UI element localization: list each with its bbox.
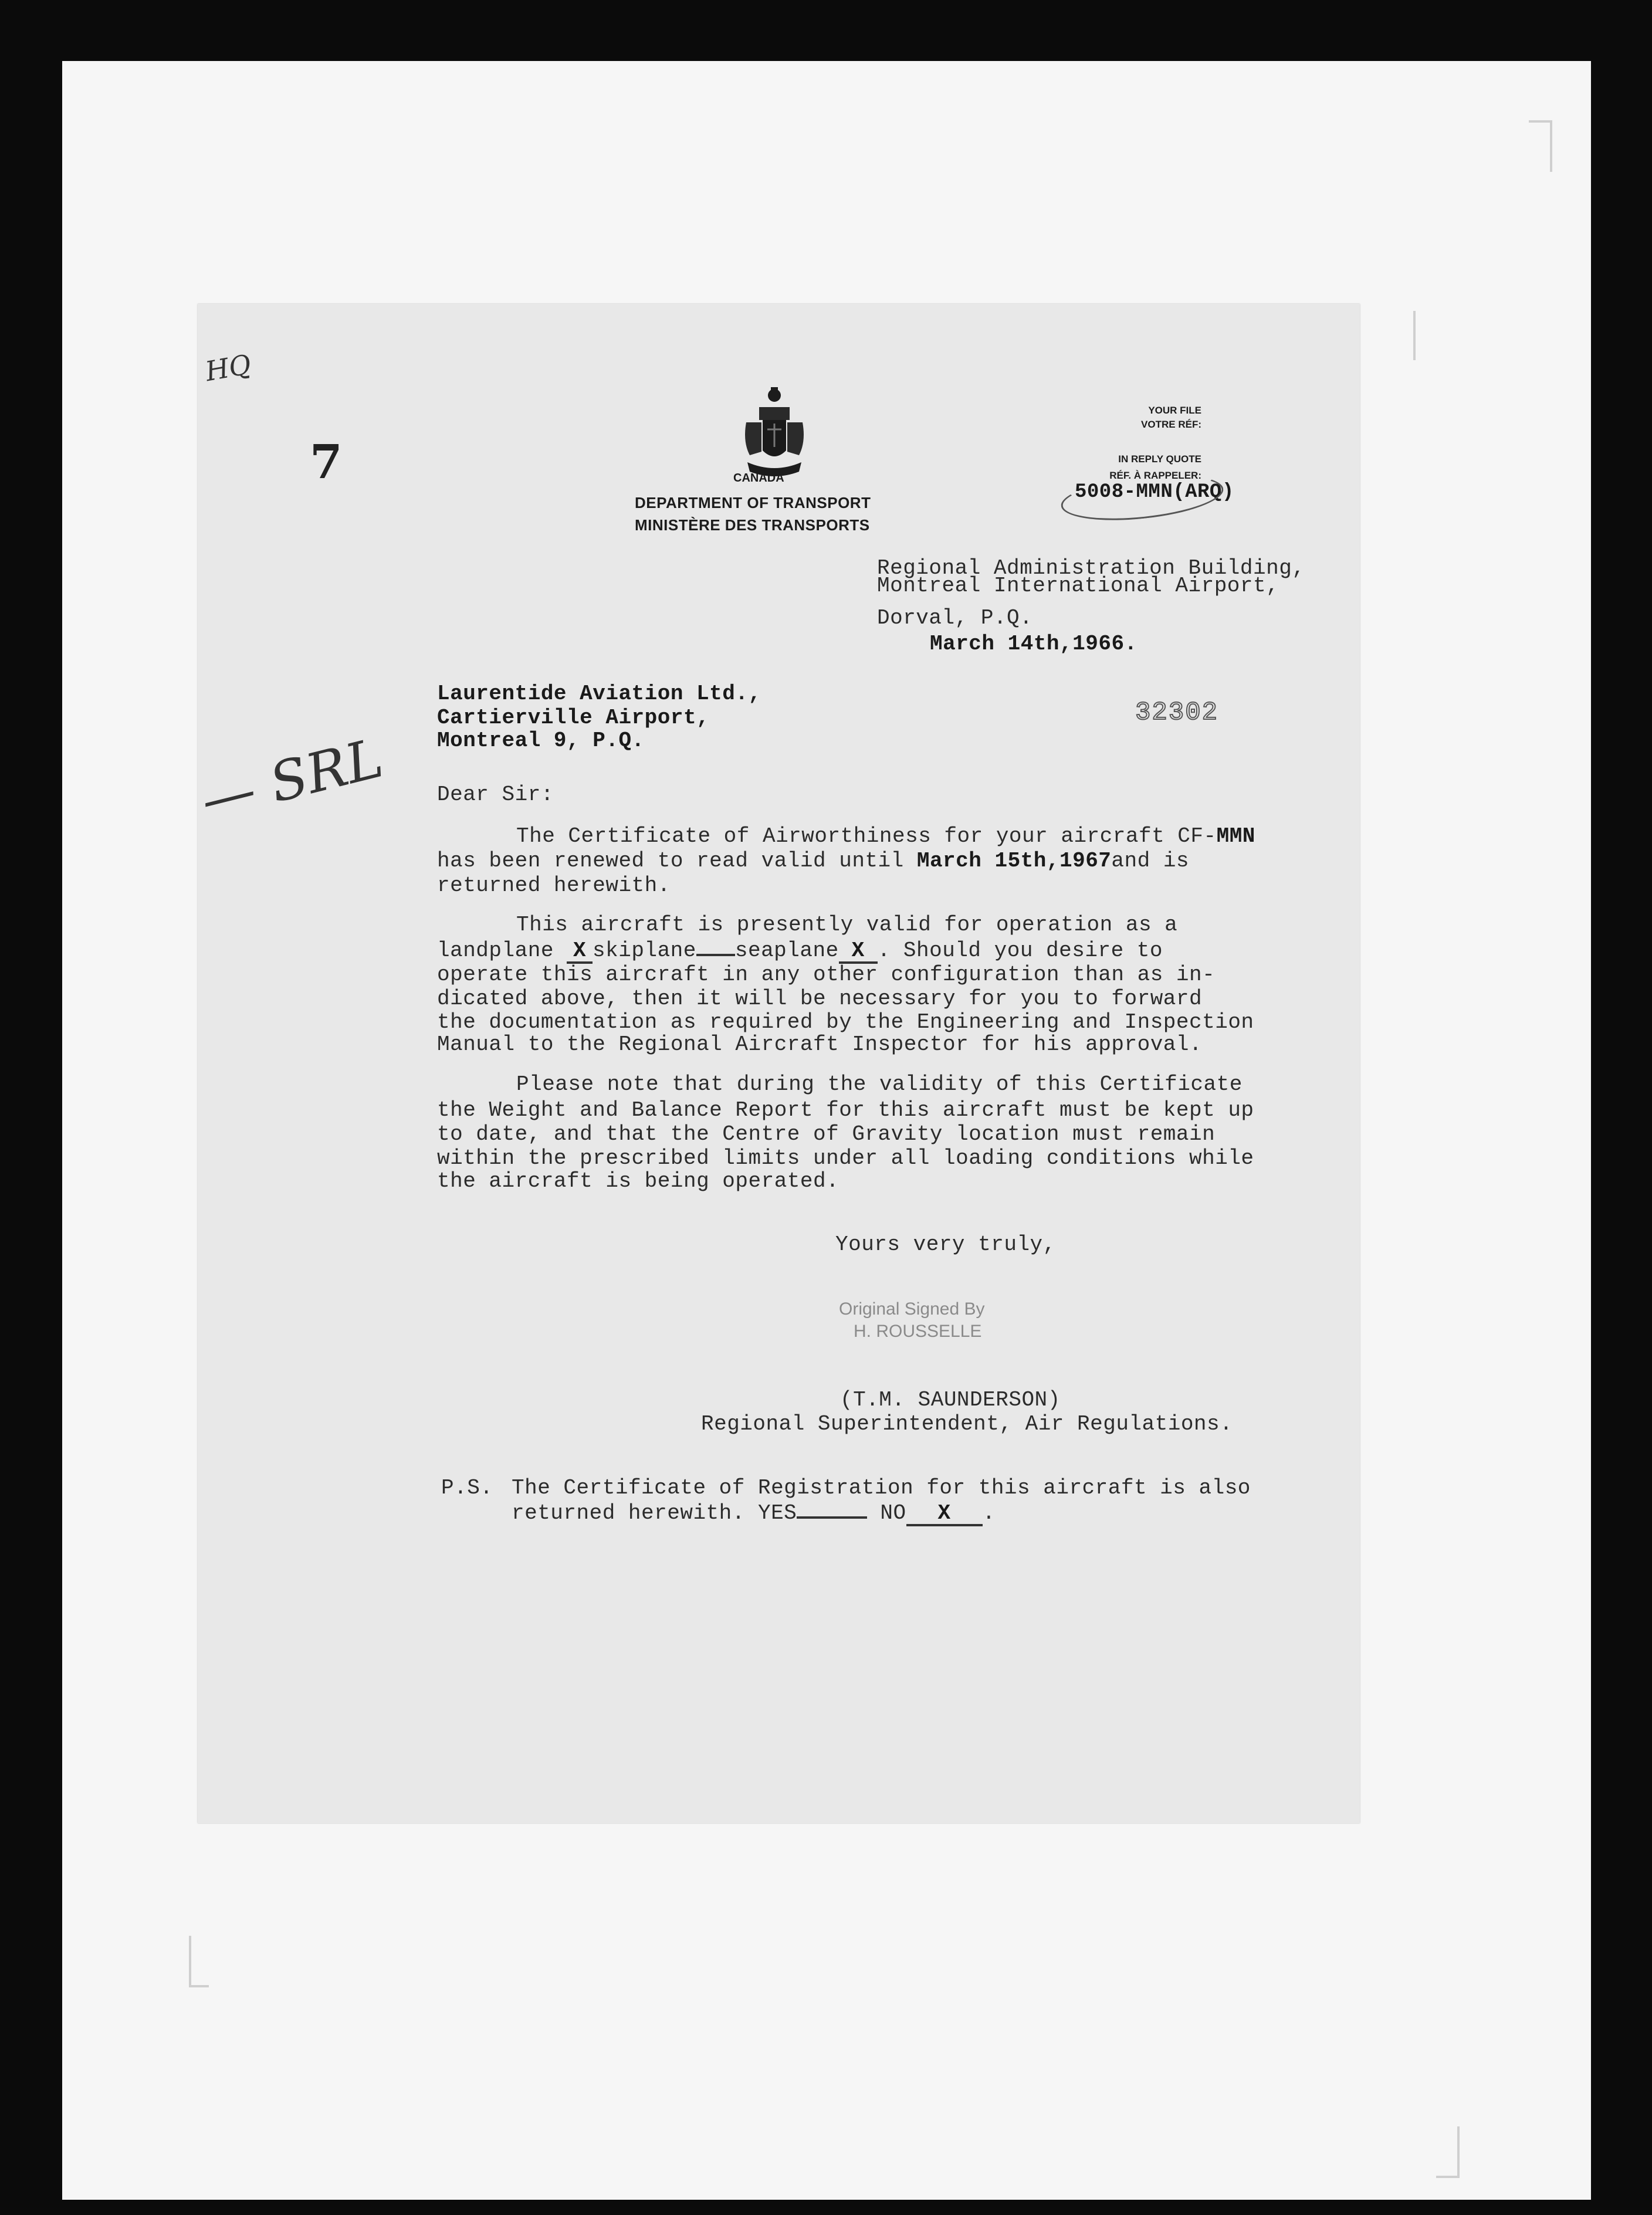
- paragraph2-line2: [437, 939, 1163, 964]
- sender-address-line1: Regional Administration Building,: [877, 556, 1305, 580]
- sender-address-line2: Montreal International Airport,: [877, 574, 1279, 598]
- skiplane-label: skiplane: [593, 939, 696, 963]
- paragraph2-line5: the documentation as required by the Engineering and Inspection: [437, 1010, 1254, 1034]
- text: has been renewed to read valid until: [437, 849, 917, 873]
- handwritten-margin-note: — SRL: [194, 726, 389, 832]
- sender-address-line3: Dorval, P.Q.: [877, 606, 1033, 630]
- crop-mark: [1436, 2126, 1460, 2178]
- paragraph2-line3: operate this aircraft in any other configuration than as in-: [437, 963, 1216, 987]
- text: The Certificate of Airworthiness for your aircraft CF-: [516, 824, 1217, 848]
- letter-date: March 14th,1966.: [930, 632, 1138, 656]
- postscript-end: .: [982, 1501, 996, 1525]
- paragraph3-line1: Please note that during the validity of this Certificate: [516, 1072, 1243, 1096]
- postscript-line2: [512, 1501, 996, 1526]
- valid-until-date: March 15th,1967: [916, 849, 1112, 873]
- text: . Should you desire to: [877, 939, 1163, 963]
- recipient-line3: Montreal 9, P.Q.: [437, 729, 645, 753]
- aircraft-registration: MMN: [1216, 824, 1255, 848]
- file-number-stamp: 32302: [1135, 698, 1219, 727]
- salutation: Dear Sir:: [437, 783, 554, 807]
- paragraph1-line3: returned herewith.: [437, 873, 671, 897]
- signatory-title: Regional Superintendent, Air Regulations.: [701, 1412, 1233, 1436]
- paragraph3-line4: within the prescribed limits under all loading conditions while: [437, 1146, 1254, 1170]
- landplane-checkbox[interactable]: X: [567, 940, 593, 964]
- signatory-name: (T.M. SAUNDERSON): [840, 1388, 1061, 1412]
- postscript-label: P.S.: [441, 1476, 493, 1500]
- closing: Yours very truly,: [835, 1232, 1056, 1256]
- crop-mark: [189, 1936, 209, 1987]
- yes-label: YES: [757, 1501, 797, 1525]
- handwritten-note-top: HQ: [202, 348, 253, 388]
- paragraph1-line1: [516, 824, 1255, 848]
- paragraph2-line4: dicated above, then it will be necessary for you to forward: [437, 987, 1203, 1011]
- handwritten-mark: 7: [310, 434, 343, 489]
- your-file-label-fr: VOTRE RÉF:: [1141, 419, 1201, 430]
- paragraph3-line5: the aircraft is being operated.: [437, 1169, 839, 1193]
- skiplane-checkbox[interactable]: [696, 954, 735, 956]
- no-label: NO: [880, 1501, 906, 1525]
- paragraph1-line2: [437, 849, 1189, 873]
- reply-quote-label: IN REPLY QUOTE: [1118, 453, 1201, 465]
- postscript-line1: The Certificate of Registration for this aircraft is also: [512, 1476, 1251, 1500]
- paragraph2-line6: Manual to the Regional Aircraft Inspector for his approval.: [437, 1032, 1203, 1056]
- letterhead-department-fr: MINISTÈRE DES TRANSPORTS: [635, 516, 870, 534]
- signature-stamp-line2: H. ROUSSELLE: [854, 1322, 982, 1341]
- no-checkbox[interactable]: X: [906, 1503, 983, 1526]
- text: returned herewith.: [512, 1501, 758, 1525]
- yes-checkbox[interactable]: [797, 1516, 867, 1519]
- seaplane-label: seaplane: [734, 939, 839, 963]
- recipient-line1: Laurentide Aviation Ltd.,: [437, 682, 761, 706]
- paragraph2-line1: This aircraft is presently valid for operation as a: [516, 913, 1178, 937]
- letterhead-department-en: DEPARTMENT OF TRANSPORT: [635, 494, 871, 512]
- reply-reference-number: 5008-MMN(ARQ): [1075, 481, 1234, 503]
- paragraph3-line2: the Weight and Balance Report for this aircraft must be kept up: [437, 1098, 1254, 1122]
- crop-mark: [1399, 311, 1416, 360]
- reply-quote-label-fr: RÉF. À RAPPELER:: [1109, 470, 1201, 481]
- letterhead-country: CANADA: [733, 472, 784, 485]
- crop-mark: [1529, 120, 1552, 172]
- landplane-label: landplane: [437, 939, 567, 963]
- text: and is: [1111, 849, 1190, 873]
- recipient-line2: Cartierville Airport,: [437, 706, 710, 730]
- seaplane-checkbox[interactable]: X: [839, 940, 878, 964]
- signature-stamp-line1: Original Signed By: [839, 1299, 985, 1319]
- paragraph3-line3: to date, and that the Centre of Gravity location must remain: [437, 1122, 1216, 1146]
- canada-coat-of-arms-icon: [730, 375, 796, 470]
- your-file-label: YOUR FILE: [1148, 405, 1201, 416]
